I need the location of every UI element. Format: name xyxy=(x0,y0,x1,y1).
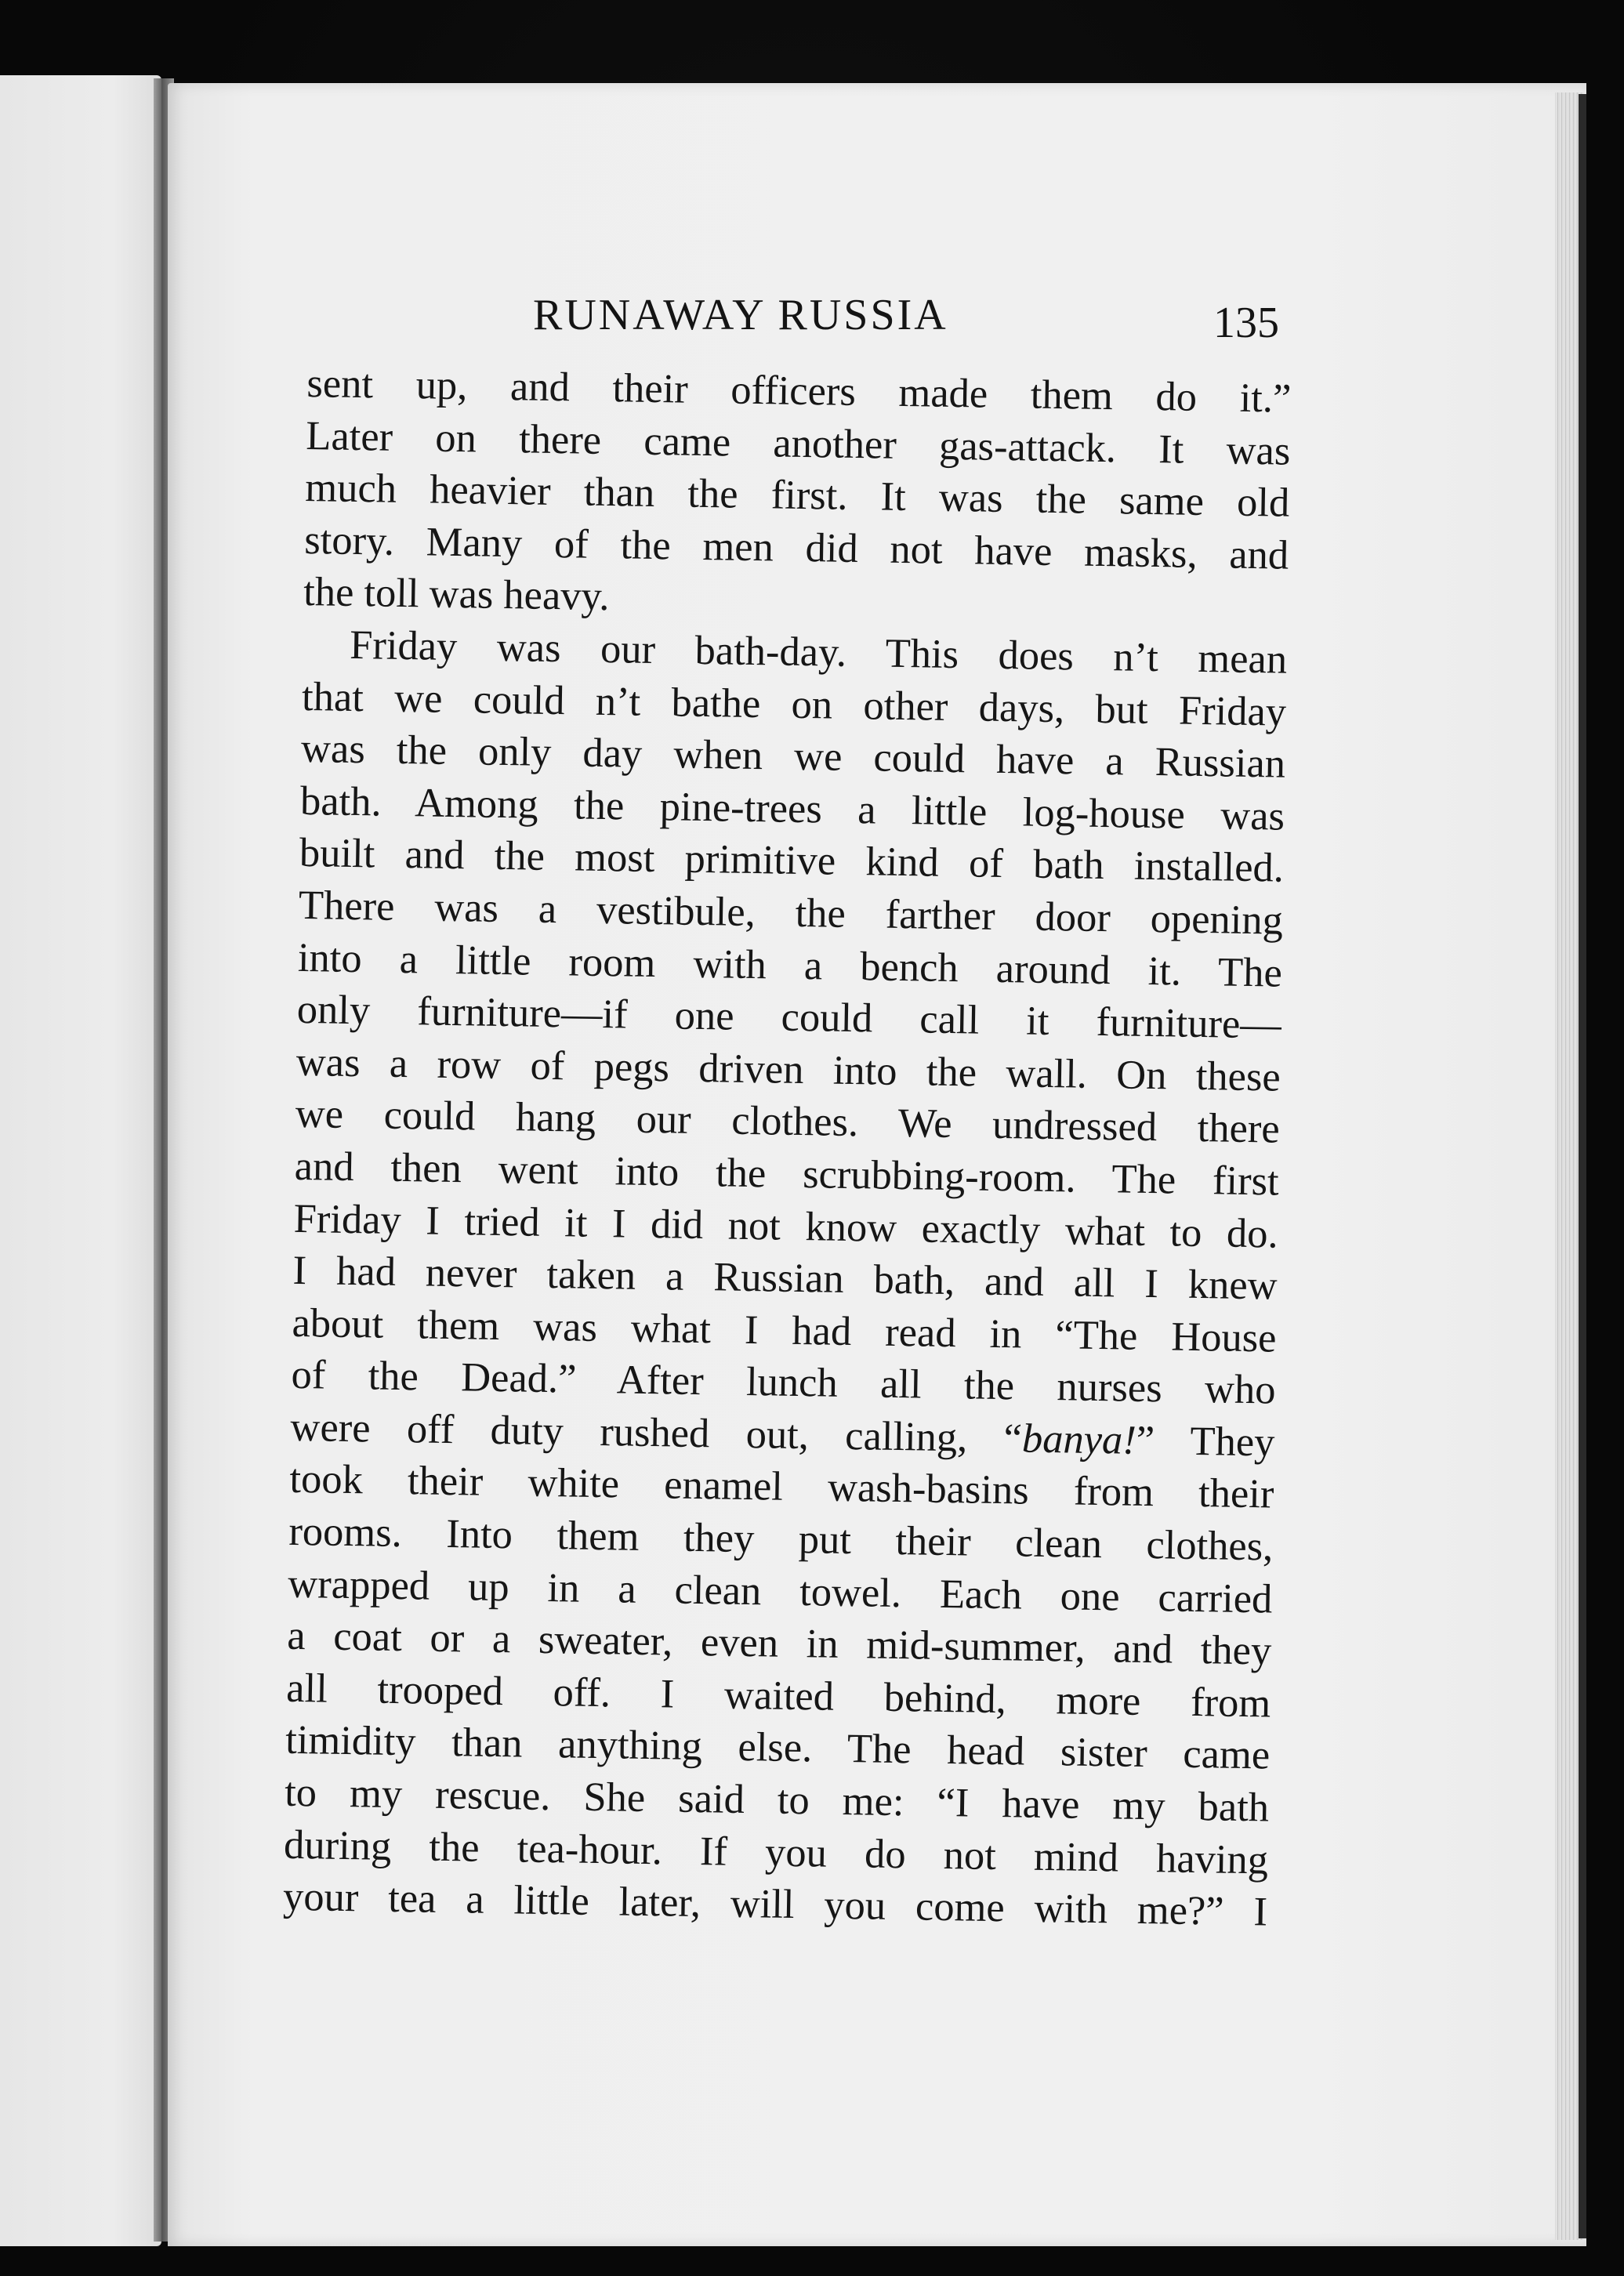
text-line-5: the toll was heavy. xyxy=(303,569,610,620)
text-line-14: was a row of pegs driven into the wall. On these xyxy=(295,1038,1281,1100)
page-number: 135 xyxy=(1213,299,1279,347)
text-line-4: story. Many of the men did not have masks, and xyxy=(303,516,1289,578)
text-line-15: we could hang our clothes. We undressed there xyxy=(295,1091,1281,1152)
text-line-6: Friday was our bath-day. This does n’t mean xyxy=(349,622,1288,683)
text-line-28: to my rescue. She said to me: “I have my bath xyxy=(284,1769,1270,1831)
text-line-25: a coat or a sweater, even in mid-summer, and they xyxy=(286,1613,1272,1674)
text-line-13: only furniture—if one could call it furniture— xyxy=(296,987,1282,1048)
text-line-16: and then went into the scrubbing-room. The first xyxy=(294,1143,1280,1205)
text-line-3: much heavier than the first. It was the same old xyxy=(304,465,1290,526)
text-line-19: about them was what I had read in “The House xyxy=(292,1299,1277,1361)
page-edge-shadow xyxy=(1579,94,1586,2238)
text-line-24: wrapped up in a clean towel. Each one carried xyxy=(287,1560,1273,1622)
text-line-20: of the Dead.” After lunch all the nurses who xyxy=(291,1352,1276,1413)
text-line-17: Friday I tried it I did not know exactly what to do. xyxy=(293,1195,1279,1257)
text-line-27: timidity than anything else. The head sister came xyxy=(285,1717,1271,1778)
text-line-26: all trooped off. I waited behind, more from xyxy=(285,1665,1271,1727)
text-line-22: took their white enamel wash-basins from their xyxy=(289,1456,1274,1518)
left-page-edge xyxy=(0,75,161,2246)
body-text xyxy=(283,357,1292,1938)
text-line-9: bath. Among the pine-trees a little log-house was xyxy=(299,777,1285,839)
text-line-21-end: ” They xyxy=(1136,1417,1275,1466)
text-line-12: into a little room with a bench around it. The xyxy=(297,934,1283,996)
text-line-8: was the only day when we could have a Russian xyxy=(300,726,1286,787)
italic-word-banya: banya! xyxy=(1021,1415,1137,1463)
running-head: RUNAWAY RUSSIA xyxy=(533,291,948,339)
text-line-30: your tea a little later, will you come with me?” I xyxy=(282,1873,1268,1935)
text-line-29: during the tea-hour. If you do not mind having xyxy=(283,1821,1269,1883)
text-line-7: that we could n’t bathe on other days, but Friday xyxy=(301,673,1287,735)
text-line-10: built and the most primitive kind of bath installed. xyxy=(299,830,1285,891)
text-line-18: I had never taken a Russian bath, and all I knew xyxy=(292,1247,1278,1309)
text-line-21-start: were off duty rushed out, calling, “ xyxy=(290,1404,1023,1462)
text-line-23: rooms. Into them they put their clean clothes, xyxy=(288,1508,1274,1570)
text-line-11: There was a vestibule, the farther door opening xyxy=(298,882,1284,944)
text-line-2: Later on there came another gas-attack. It was xyxy=(305,412,1291,474)
text-line-1: sent up, and their officers made them do it.” xyxy=(306,360,1292,422)
